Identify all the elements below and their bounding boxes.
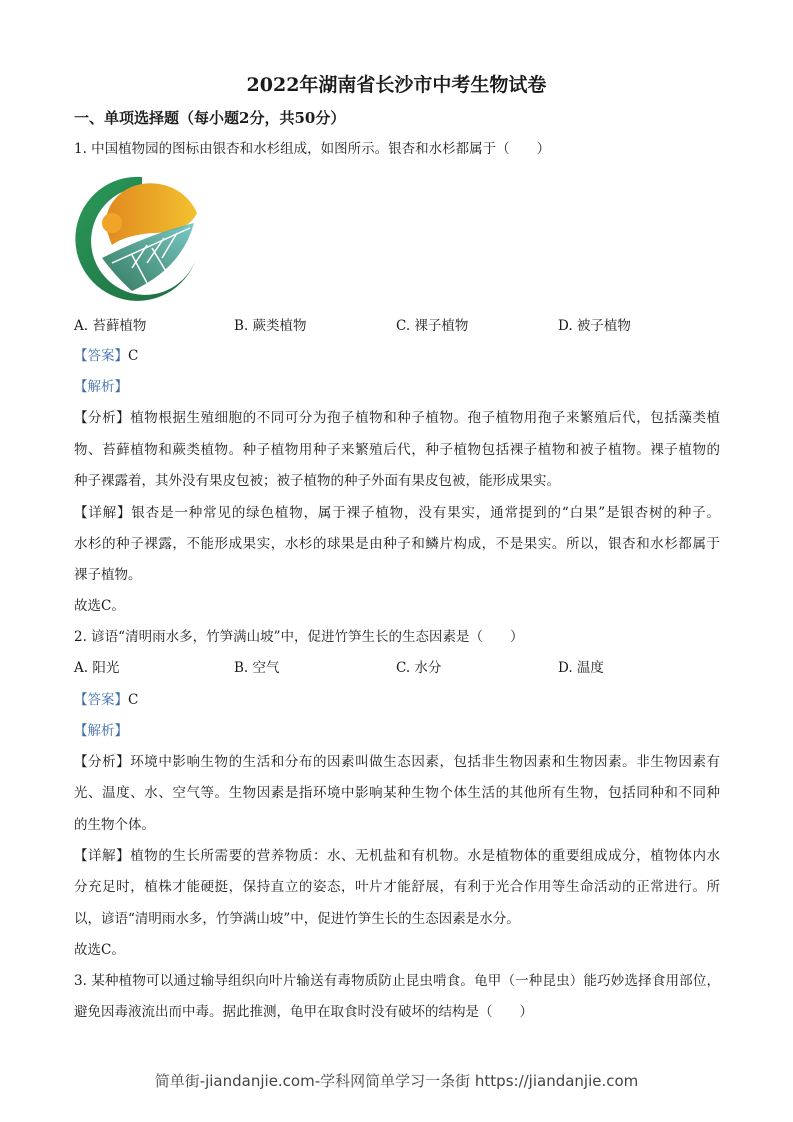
q2-analysis-tag: 【解析】 [74,723,128,739]
q2-option-d: D. 温度 [558,660,604,676]
q1-xiangjie-line: 裸子植物。 [74,567,142,583]
q2-fenxi-line: 的生物个体。 [74,817,155,833]
q2-fenxi-line: 光、温度、水、空气等。生物因素是指环境中影响某种生物个体生活的其他所有生物，包括同种和不同种 [74,785,720,801]
q2-option-a: A. 阳光 [74,660,120,676]
q2-fenxi-line: 【分析】环境中影响生物的生活和分布的因素叫做生态因素，包括非生物因素和生物因素。非生物因素有 [74,754,720,770]
page-title: 2022年湖南省长沙市中考生物试卷 [246,74,547,96]
question-3-stem-line: 避免因毒液流出而中毒。据此推测，龟甲在取食时没有破坏的结构是（ ） [74,1004,533,1020]
question-3-stem-line: 3. 某种植物可以通过输导组织向叶片输送有毒物质防止昆虫啃食。龟甲（一种昆虫）能巧妙选择食用部位， [74,973,720,989]
q1-answer [74,347,138,365]
q1-conclusion: 故选C。 [74,598,125,614]
q1-option-a: A. 苔藓植物 [74,318,147,334]
section-heading: 一、单项选择题（每小题2分，共50分） [74,109,346,127]
q1-option-d: D. 被子植物 [558,318,631,334]
question-1-stem: 1. 中国植物园的图标由银杏和水杉组成，如图所示。银杏和水杉都属于（ ） [74,141,551,157]
q2-conclusion: 故选C。 [74,942,125,958]
answer-value: C [128,348,139,364]
answer-tag: 【答案】 [74,348,128,364]
q1-xiangjie-line: 水杉的种子裸露，不能形成果实，水杉的球果是由种子和鳞片构成，不是果实。所以，银杏和水杉都属于 [74,536,720,552]
botanical-garden-logo-image [72,173,202,303]
q2-xiangjie-line: 【详解】植物的生长所需要的营养物质：水、无机盐和有机物。水是植物体的重要组成成分，植物体内水 [74,848,720,864]
q1-option-b: B. 蕨类植物 [234,318,307,334]
q1-fenxi-line: 物、苔藓植物和蕨类植物。种子植物用种子来繁殖后代，种子植物包括裸子植物和被子植物。裸子植物的 [74,442,720,458]
q2-answer [74,691,138,709]
q1-analysis-tag: 【解析】 [74,379,128,395]
q1-option-c: C. 裸子植物 [396,318,469,334]
q1-fenxi-line: 【分析】植物根据生殖细胞的不同可分为孢子植物和种子植物。孢子植物用孢子来繁殖后代，包括藻类植 [74,410,720,426]
q1-fenxi-line: 种子裸露着，其外没有果皮包被；被子植物的种子外面有果皮包被，能形成果实。 [74,473,560,489]
q2-xiangjie-line: 以，谚语“清明雨水多，竹笋满山坡”中，促进竹笋生长的生态因素是水分。 [74,911,520,927]
question-2-stem: 2. 谚语“清明雨水多，竹笋满山坡”中，促进竹笋生长的生态因素是（ ） [74,629,524,645]
q2-xiangjie-line: 分充足时，植株才能硬挺，保持直立的姿态，叶片才能舒展，有利于光合作用等生命活动的正常进行。所 [74,879,720,895]
footer-watermark: 简单街-jiandanjie.com-学科网简单学习一条街 https://jiandanjie.com [154,1072,639,1090]
q2-option-b: B. 空气 [234,660,280,676]
answer-value: C [128,692,139,708]
q1-xiangjie-line: 【详解】银杏是一种常见的绿色植物，属于裸子植物，没有果实，通常提到的“白果”是银杏树的种子。 [74,505,720,521]
answer-tag: 【答案】 [74,692,128,708]
q2-option-c: C. 水分 [396,660,442,676]
